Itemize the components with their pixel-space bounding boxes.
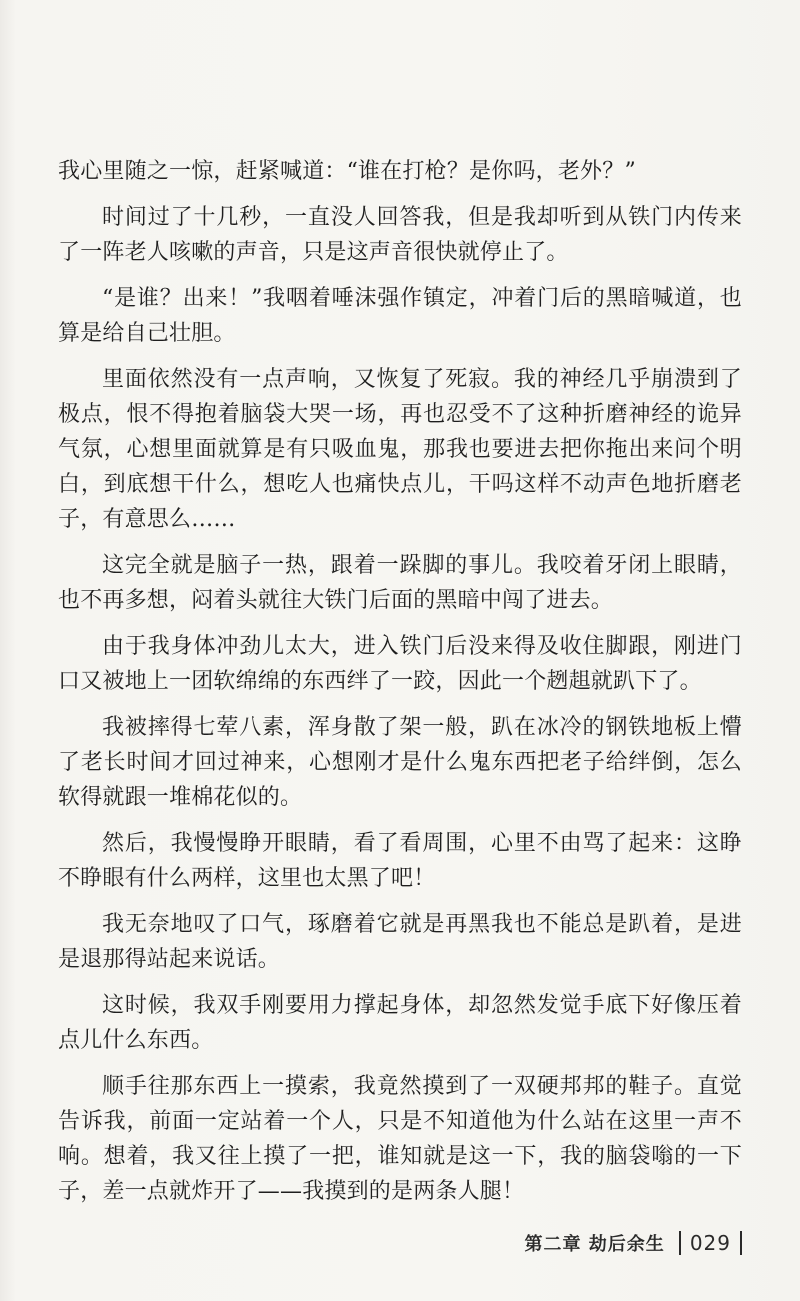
paragraph: 时间过了十几秒，一直没人回答我，但是我却听到从铁门内传来了一阵老人咳嗽的声音，只是这声音很快就停止了。 xyxy=(58,205,742,265)
page-number-box xyxy=(679,1231,742,1255)
paragraph: 然后，我慢慢睁开眼睛，看了看周围，心里不由骂了起来：这睁不睁眼有什么两样，这里也太黑了吧！ xyxy=(58,831,742,891)
paragraph: 我被摔得七荤八素，浑身散了架一般，趴在冰冷的钢铁地板上懵了老长时间才回过神来，心想刚才是什么鬼东西把老子给绊倒，怎么软得就跟一堆棉花似的。 xyxy=(58,715,742,810)
paragraph: 我心里随之一惊，赶紧喊道：“谁在打枪？是你吗，老外？” xyxy=(58,159,636,184)
left-divider xyxy=(679,1231,681,1255)
paragraph: 这时候，我双手刚要用力撑起身体，却忽然发觉手底下好像压着点儿什么东西。 xyxy=(58,993,742,1053)
paragraph: 我无奈地叹了口气，琢磨着它就是再黑我也不能总是趴着，是进是退那得站起来说话。 xyxy=(58,912,742,972)
body-text xyxy=(58,154,742,1220)
paragraph: 这完全就是脑子一热，跟着一跺脚的事儿。我咬着牙闭上眼睛，也不再多想，闷着头就往大铁门后面的黑暗中闯了进去。 xyxy=(58,553,742,613)
page-footer xyxy=(525,1230,742,1256)
paragraph: 里面依然没有一点声响，又恢复了死寂。我的神经几乎崩溃到了极点，恨不得抱着脑袋大哭一场，再也忍受不了这种折磨神经的诡异气氛，心想里面就算是有只吸血鬼，那我也要进去把你拖出来问个明白，到底想干什么，想吃人也痛快点儿，干吗这样不动声色地折磨老子，有意思么…… xyxy=(58,367,742,532)
page-number: 029 xyxy=(689,1231,731,1255)
paragraph: 由于我身体冲劲儿太大，进入铁门后没来得及收住脚跟，刚进门口又被地上一团软绵绵的东西绊了一跤，因此一个趔趄就趴下了。 xyxy=(58,634,742,694)
right-divider xyxy=(740,1231,742,1255)
paragraph: “是谁？出来！”我咽着唾沫强作镇定，冲着门后的黑暗喊道，也算是给自己壮胆。 xyxy=(58,286,742,346)
chapter-title: 第二章 劫后余生 xyxy=(524,1234,665,1255)
paragraph: 顺手往那东西上一摸索，我竟然摸到了一双硬邦邦的鞋子。直觉告诉我，前面一定站着一个人，只是不知道他为什么站在这里一声不响。想着，我又往上摸了一把，谁知就是这一下，我的脑袋嗡的一下子，差一点就炸开了——我摸到的是两条人腿！ xyxy=(58,1074,742,1204)
